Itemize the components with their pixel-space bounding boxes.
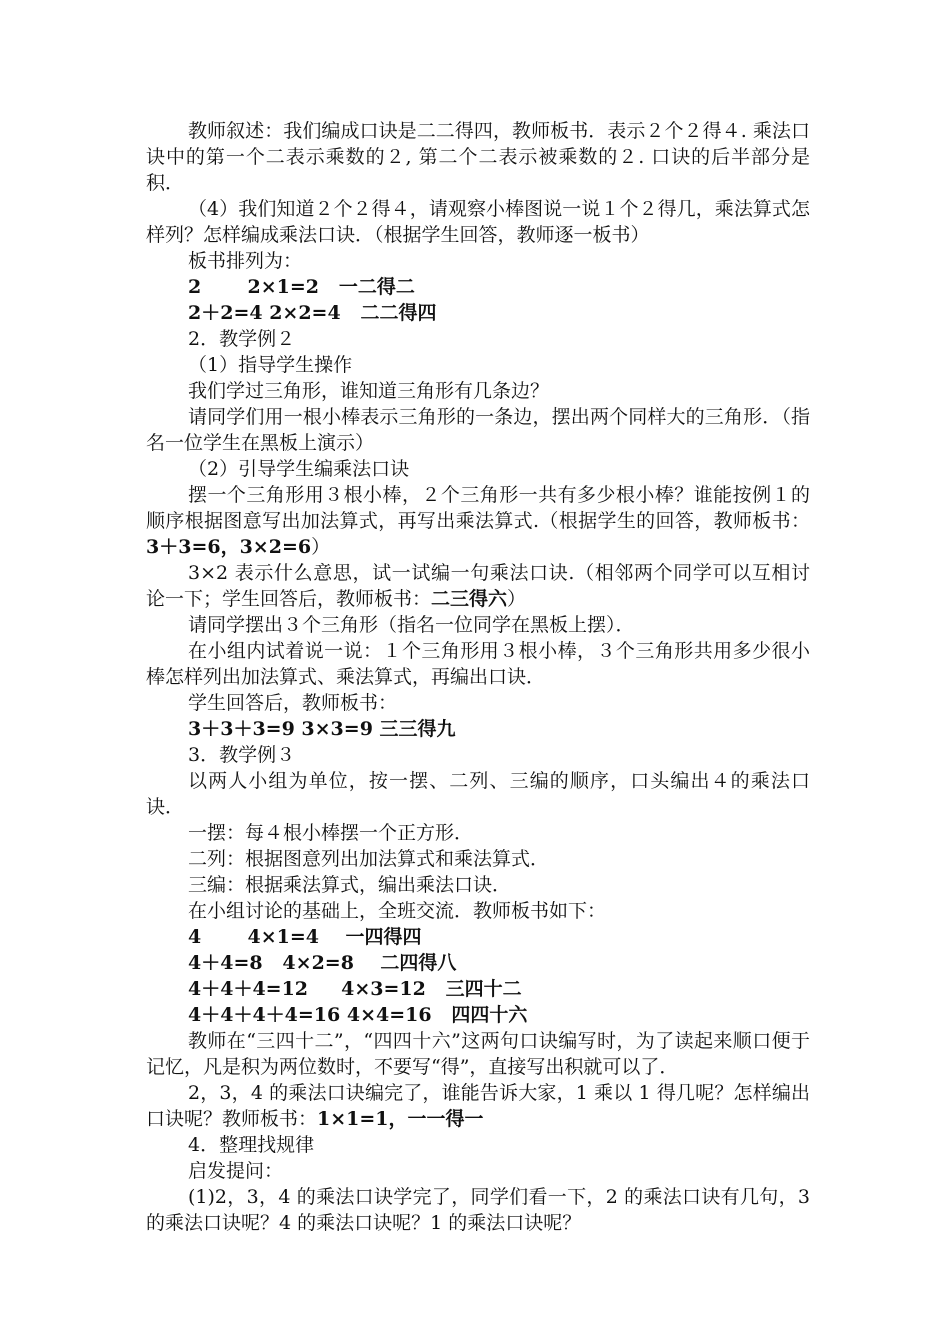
board-line: 4＋4＋4=12 4×3=12 三四十二 [188,978,522,1000]
paragraph: 三编：根据乘法算式，编出乘法口诀． [188,874,512,896]
document-body [146,118,817,1236]
paragraph: 教师叙述：我们编成口诀是二二得四，教师板书．表示２个２得４. 乘法口诀中的第一个二表示乘数的２, 第二个二表示被乘数的２. 口诀的后半部分是积． [146,120,810,194]
section-heading: 2．教学例２ [188,328,296,350]
paragraph [146,1080,810,1132]
paragraph: （4）我们知道２个２得４，请观察小棒图说一说１个２得几，乘法算式怎样列？怎样编成乘法口诀．（根据学生回答，教师逐一板书） [146,198,810,246]
board-line: 2 2×1=2 一二得二 [188,276,415,298]
board-line: 4＋4=8 4×2=8 二四得八 [188,952,457,974]
section-heading: 4．整理找规律 [188,1134,315,1156]
paragraph: 请同学摆出３个三角形（指名一位同学在黑板上摆）． [188,614,635,636]
paragraph-text: ） [507,588,527,610]
paragraph: 一摆：每４根小棒摆一个正方形． [188,822,474,844]
subheading: （2）引导学生编乘法口诀 [188,458,410,480]
paragraph: 在小组讨论的基础上，全班交流．教师板书如下： [188,900,607,922]
paragraph-text: 摆一个三角形用３根小棒，２个三角形一共有多少根小棒？谁能按例１的顺序根据图意写出加法算式，再写出乘法算式.（根据学生的回答，教师板书： [146,484,810,532]
paragraph: 启发提问： [188,1160,284,1182]
subheading: （1）指导学生操作 [188,354,353,376]
board-inline: 3＋3=6，3×2=6 [146,536,312,558]
paragraph: 在小组内试着说一说：１个三角形用３根小棒，３个三角形共用多少很小棒怎样列出加法算式、乘法算式，再编出口诀． [146,640,810,688]
paragraph: 我们学过三角形，谁知道三角形有几条边？ [188,380,550,402]
paragraph: 二列：根据图意列出加法算式和乘法算式． [188,848,550,870]
paragraph: 教师在“三四十二”，“四四十六”这两句口诀编写时，为了读起来顺口便于记忆，凡是积为两位数时，不要写“得”，直接写出积就可以了． [146,1030,810,1078]
paragraph [146,560,810,612]
paragraph-text: 3×2 表示什么意思，试一试编一句乘法口诀.（相邻两个同学可以互相讨论一下；学生回答后，教师板书： [146,562,810,610]
board-line: 4 4×1=4 一四得四 [188,926,422,948]
board-line: 3＋3＋3=9 3×3=9 三三得九 [188,718,456,740]
board-line: 4＋4＋4＋4=16 4×4=16 四四十六 [188,1004,528,1026]
paragraph: 学生回答后，教师板书： [188,692,398,714]
paragraph-text: 2，3，4 的乘法口诀编完了，谁能告诉大家，1 乘以 1 得几呢？怎样编出口诀呢？教师板书： [146,1082,810,1130]
paragraph: (1)2，3，4 的乘法口诀学完了，同学们看一下，2 的乘法口诀有几句，3 的乘法口诀呢？4 的乘法口诀呢？1 的乘法口诀呢？ [146,1186,817,1234]
paragraph: 请同学们用一根小棒表示三角形的一条边，摆出两个同样大的三角形．（指名一位学生在黑板上演示） [146,406,810,454]
section-heading: 3．教学例３ [188,744,296,766]
paragraph: 以两人小组为单位，按一摆、二列、三编的顺序，口头编出４的乘法口诀． [146,770,810,818]
paragraph [146,482,810,560]
board-line: 2＋2=4 2×2=4 二二得四 [188,302,437,324]
board-inline: 1×1=1，一一得一 [317,1108,484,1130]
paragraph: 板书排列为： [188,250,303,272]
paragraph-text: ） [311,536,331,558]
board-inline: 二三得六 [431,588,508,610]
